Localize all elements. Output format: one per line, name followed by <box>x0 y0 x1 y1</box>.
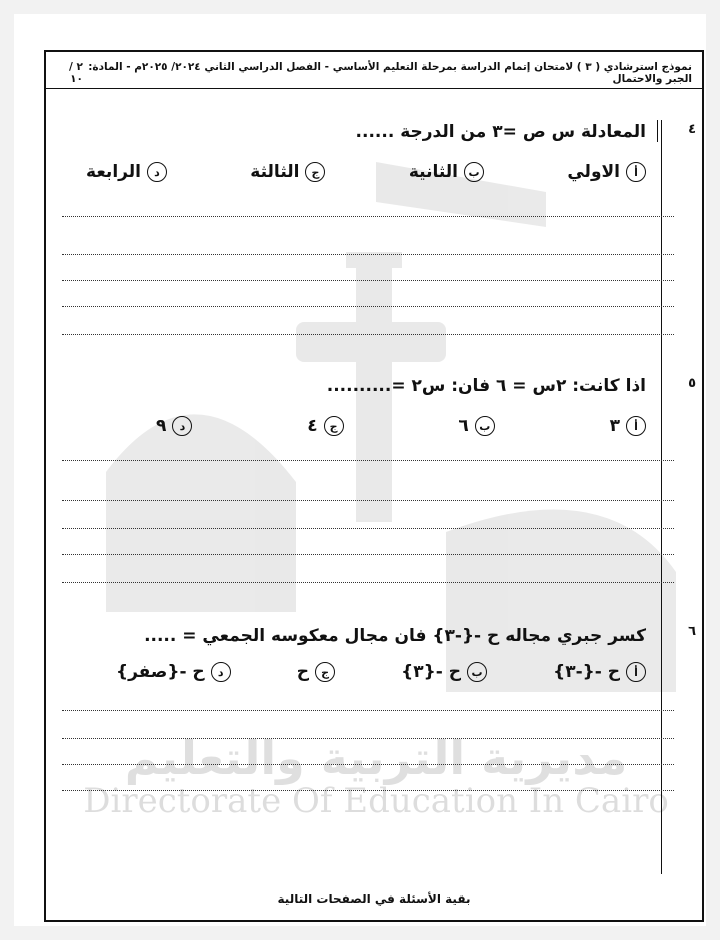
option-letter-badge: ب <box>464 162 484 182</box>
option-letter-badge: ج <box>305 162 325 182</box>
option[interactable] <box>409 162 484 182</box>
answer-line[interactable] <box>62 790 674 791</box>
question-number: ٦ <box>688 624 696 639</box>
option-text: الثالثة <box>250 162 300 182</box>
option-letter-badge: ج <box>324 416 344 436</box>
question-number: ٥ <box>688 376 696 391</box>
option[interactable] <box>307 416 343 436</box>
answer-line[interactable] <box>62 280 674 281</box>
option-text: ح -{صفر} <box>116 662 205 682</box>
answer-line[interactable] <box>62 764 674 765</box>
option-letter-badge: أ <box>626 416 646 436</box>
option-letter-badge: أ <box>626 662 646 682</box>
options-row <box>86 162 646 182</box>
watermark-english: Directorate Of Education In Cairo <box>83 781 669 821</box>
option[interactable] <box>401 662 487 682</box>
option-text: ٣ <box>609 416 620 436</box>
answer-line[interactable] <box>62 334 674 335</box>
answer-line[interactable] <box>62 738 674 739</box>
option[interactable] <box>458 416 494 436</box>
option-text: الثانية <box>408 162 458 182</box>
answer-line[interactable] <box>62 710 674 711</box>
page-number: ٢ / ١٠ <box>69 61 83 85</box>
option-letter-badge: د <box>147 162 167 182</box>
option-text: الرابعة <box>86 162 141 182</box>
header-rule <box>46 88 702 89</box>
option-letter-badge: ب <box>467 662 487 682</box>
margin-line <box>661 120 662 874</box>
question-text: اذا كانت: ٢س = ٦ فان: س٢ =.......... <box>326 376 646 396</box>
option-text: ٩ <box>156 416 167 436</box>
option[interactable] <box>156 416 192 436</box>
answer-line[interactable] <box>62 254 674 255</box>
option-text: ح -{-٣} <box>553 662 620 682</box>
option[interactable] <box>116 662 231 682</box>
footer-note: بقية الأسئلة في الصفحات التالية <box>277 892 471 906</box>
option[interactable] <box>610 416 646 436</box>
option-text: ٤ <box>307 416 318 436</box>
option[interactable] <box>297 662 335 682</box>
watermark-logo <box>46 52 706 924</box>
exam-paper <box>14 14 706 926</box>
answer-line[interactable] <box>62 306 674 307</box>
options-row <box>116 662 646 682</box>
header-title: نموذج استرشادي ( ٣ ) لامتحان إتمام الدراسة بمرحلة التعليم الأساسي - الفصل الدراسي الثاني ٢٠٢٤/ ٢٠٢٥م - المادة: الجبر والاحتمال <box>88 61 692 85</box>
option-text: ح <box>296 662 310 682</box>
option[interactable] <box>250 162 325 182</box>
answer-line[interactable] <box>62 528 674 529</box>
question-text: كسر جبري مجاله ح -{-٣} فان مجال معكوسه الجمعي = ..... <box>144 626 646 646</box>
options-row <box>156 416 646 436</box>
exam-header <box>56 61 692 85</box>
option-text: الاولي <box>567 162 620 182</box>
answer-line[interactable] <box>62 216 674 217</box>
option-letter-badge: د <box>211 662 231 682</box>
option-letter-badge: د <box>172 416 192 436</box>
page-frame <box>44 50 704 922</box>
question-text: المعادلة س ص =٣ من الدرجة ...... <box>355 122 646 142</box>
answer-line[interactable] <box>62 500 674 501</box>
question-number: ٤ <box>688 122 696 137</box>
answer-line[interactable] <box>62 582 674 583</box>
answer-line[interactable] <box>62 554 674 555</box>
option[interactable] <box>86 162 167 182</box>
option-letter-badge: ب <box>475 416 495 436</box>
answer-line[interactable] <box>62 460 674 461</box>
option-text: ح -{٣} <box>401 662 461 682</box>
option-letter-badge: أ <box>626 162 646 182</box>
watermark-arabic: مديرية التربية والتعليم <box>124 731 628 785</box>
option[interactable] <box>553 662 646 682</box>
option-text: ٦ <box>458 416 469 436</box>
option-letter-badge: ج <box>315 662 335 682</box>
margin-line-inner <box>657 120 658 142</box>
option[interactable] <box>567 162 646 182</box>
